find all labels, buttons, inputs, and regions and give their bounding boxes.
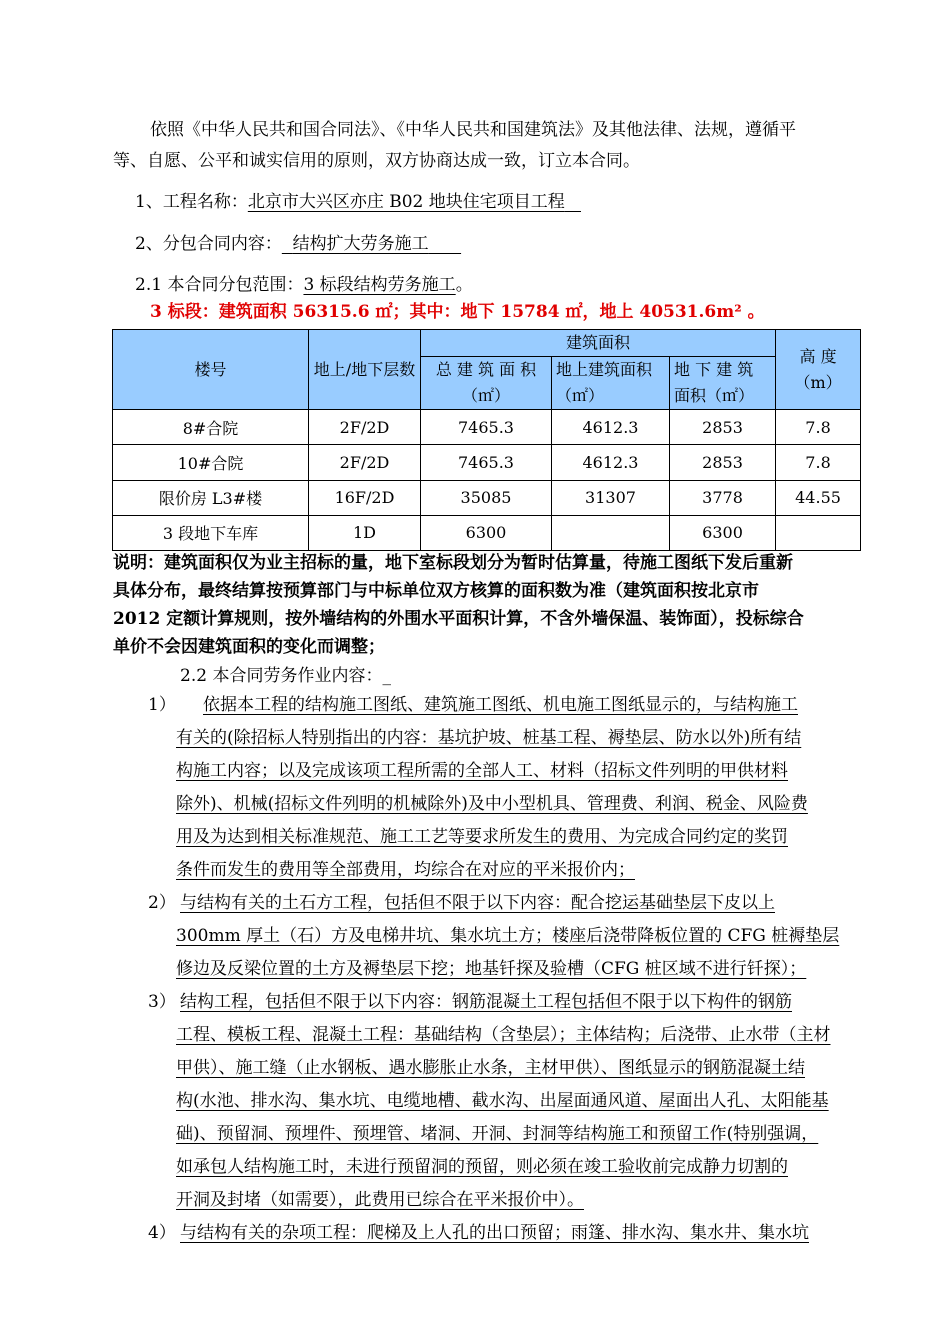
cell-height (776, 515, 861, 550)
item-2-line-2: 300mm 厚土（石）方及电梯井坑、集水坑土方；楼座后浇带降板位置的 CFG 桩褥垫层 (176, 926, 840, 946)
item-number: 2） (148, 893, 176, 913)
project-name-label: 1、工程名称： (135, 192, 248, 212)
cell-floors: 16F/2D (309, 480, 421, 515)
header-total-area: 总 建 筑 面 积（㎡） (421, 357, 552, 410)
cell-building: 限价房 L3#楼 (113, 480, 309, 515)
cell-total: 6300 (421, 515, 552, 550)
item-3-line-6: 如承包人结构施工时，未进行预留洞的预留，则必须在竣工验收前完成静力切割的 (176, 1157, 788, 1177)
subcontract-content (135, 233, 461, 255)
header-floors: 地上/地下层数 (309, 330, 421, 410)
header-area-group: 建筑面积 (421, 330, 776, 357)
project-name-value: 北京市大兴区亦庄 B02 地块住宅项目工程 (247, 192, 565, 212)
item-3-line-3: 甲供）、施工缝（止水钢板、遇水膨胀止水条，主材甲供）、图纸显示的钢筋混凝土结 (176, 1058, 805, 1078)
cell-building: 3 段地下车库 (113, 515, 309, 550)
item-3-line-5: 础)、预留洞、预埋件、预埋管、堵洞、开洞、封洞等结构施工和预留工作(特别强调， (176, 1124, 819, 1144)
cell-height: 7.8 (776, 410, 861, 445)
project-name (135, 191, 581, 213)
header-building: 楼号 (113, 330, 309, 410)
item-number: 4） (148, 1223, 176, 1243)
header-above-area: 地上建筑面积（㎡） (552, 357, 670, 410)
note-line-2: 具体分布，最终结算按预算部门与中标单位双方核算的面积数为准（建筑面积按北京市 (113, 581, 759, 601)
item-3-line-4: 构(水池、排水沟、集水坑、电缆地槽、截水沟、出屋面通风道、屋面出人孔、太阳能基 (176, 1091, 829, 1111)
cell-floors: 2F/2D (309, 445, 421, 480)
item-number: 1） (148, 695, 176, 715)
item-3-line-7: 开洞及封堵（如需要），此费用已综合在平米报价中）。 (176, 1190, 584, 1210)
cell-height: 44.55 (776, 480, 861, 515)
subcontract-content-value: 结构扩大劳务施工 (292, 234, 429, 254)
note-line-4: 单价不会因建筑面积的变化而调整； (113, 637, 385, 657)
item-1-line-1: 依据本工程的结构施工图纸、建筑施工图纸、机电施工图纸显示的，与结构施工 (203, 695, 798, 715)
cell-floors: 2F/2D (309, 410, 421, 445)
item-2-line-1: 与结构有关的土石方工程，包括但不限于以下内容：配合挖运基础垫层下皮以上 (180, 893, 775, 913)
item-1-line-2: 有关的(除招标人特别指出的内容：基坑护坡、桩基工程、褥垫层、防水以外)所有结 (176, 728, 802, 748)
note-line-1: 说明：建筑面积仅为业主招标的量，地下室标段划分为暂时估算量，待施工图纸下发后重新 (113, 553, 793, 573)
item-1-line-5: 用及为达到相关标准规范、施工工艺等要求所发生的费用、为完成合同约定的奖罚 (176, 827, 788, 847)
cell-below: 3778 (670, 480, 776, 515)
item-1-line-6: 条件而发生的费用等全部费用，均综合在对应的平米报价内； (176, 860, 635, 880)
cell-height: 7.8 (776, 445, 861, 480)
cell-below: 2853 (670, 445, 776, 480)
labor-content-heading: 2.2 本合同劳务作业内容：_ (180, 666, 391, 686)
cell-floors: 1D (309, 515, 421, 550)
subcontract-scope: 2.1 本合同分包范围：3 标段结构劳务施工。 (135, 275, 473, 295)
item-3-line-2: 工程、模板工程、混凝土工程：基础结构（含垫层）；主体结构；后浇带、止水带（主材 (176, 1025, 831, 1045)
cell-below: 2853 (670, 410, 776, 445)
header-height: 高 度（m） (776, 330, 861, 410)
building-area-table (112, 329, 861, 551)
table-row (113, 410, 861, 445)
subcontract-content-label: 2、分包合同内容： (135, 234, 282, 254)
subcontract-scope-value: 3 标段结构劳务施工 (303, 275, 456, 295)
cell-total: 7465.3 (421, 445, 552, 480)
cell-above: 31307 (552, 480, 670, 515)
table-row (113, 515, 861, 550)
cell-above: 4612.3 (552, 410, 670, 445)
item-number: 3） (148, 992, 176, 1012)
item-1-line-4: 除外)、机械(招标文件列明的机械除外)及中小型机具、管理费、利润、税金、风险费 (176, 794, 808, 814)
cell-below: 6300 (670, 515, 776, 550)
cell-building: 8#合院 (113, 410, 309, 445)
cell-above (552, 515, 670, 550)
item-3-line-1: 结构工程，包括但不限于以下内容：钢筋混凝土工程包括但不限于以下构件的钢筋 (180, 992, 792, 1012)
intro-line-2: 等、自愿、公平和诚实信用的原则，双方协商达成一致，订立本合同。 (113, 151, 640, 171)
cell-above: 4612.3 (552, 445, 670, 480)
header-below-area: 地 下 建 筑 面积（㎡） (670, 357, 776, 410)
intro-line-1: 依照《中华人民共和国合同法》、《中华人民共和国建筑法》及其他法律、法规，遵循平 (150, 120, 796, 140)
area-highlight: 3 标段：建筑面积 56315.6 ㎡；其中：地下 15784 ㎡，地上 40531.6m² 。 (150, 302, 765, 322)
table-row (113, 480, 861, 515)
labor-content-label: 2.2 本合同劳务作业内容： (180, 666, 383, 686)
table-row (113, 445, 861, 480)
cell-total: 7465.3 (421, 410, 552, 445)
cell-building: 10#合院 (113, 445, 309, 480)
subcontract-scope-label: 2.1 本合同分包范围： (135, 275, 304, 295)
item-4-line-1: 与结构有关的杂项工程：爬梯及上人孔的出口预留；雨篷、排水沟、集水井、集水坑 (180, 1223, 809, 1243)
note-line-3: 2012 定额计算规则，按外墙结构的外围水平面积计算，不含外墙保温、装饰面），投标综合 (113, 609, 804, 629)
item-1-line-3: 构施工内容；以及完成该项工程所需的全部人工、材料（招标文件列明的甲供材料 (176, 761, 788, 781)
cell-total: 35085 (421, 480, 552, 515)
item-2-line-3: 修边及反梁位置的土方及褥垫层下挖；地基钎探及验槽（CFG 桩区域不进行钎探）； (176, 959, 807, 979)
